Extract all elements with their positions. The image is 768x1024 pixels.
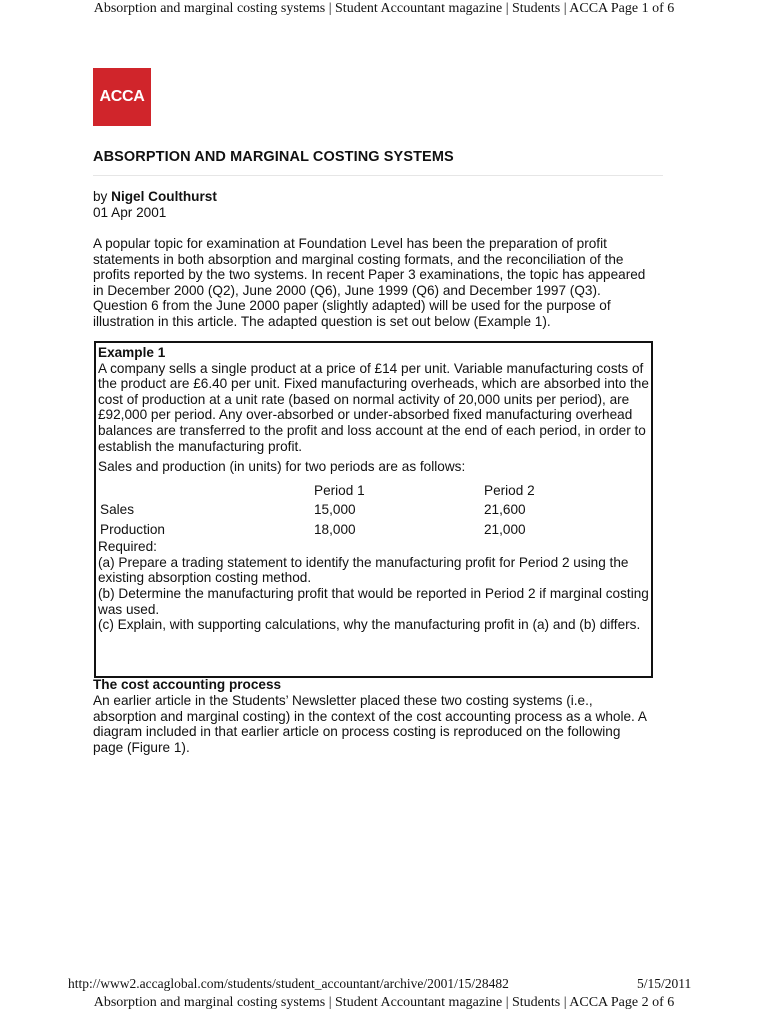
example-heading: Example 1 — [98, 345, 166, 360]
requirement-b: (b) Determine the manufacturing profit that would be reported in Period 2 if marginal costing was used. — [98, 586, 649, 617]
logo-text: ACCA — [99, 88, 145, 105]
required-label: Required: — [98, 539, 157, 555]
table-cell: 21,600 — [484, 502, 526, 518]
next-page-header: Absorption and marginal costing systems | Student Accountant magazine | Students | ACCA Page 2 of 6 — [93, 995, 675, 1010]
table-cell: 18,000 — [314, 521, 356, 537]
table-header-cell: Period 2 — [484, 482, 535, 498]
article-title: ABSORPTION AND MARGINAL COSTING SYSTEMS — [93, 149, 454, 165]
intro-paragraph: A popular topic for examination at Foundation Level has been the preparation of profit statements in both absorption and marginal costing formats, and the reconciliation of the profits reported by the two systems. In recent Paper 3 examinations, the topic has appeared in December 2000 (Q2), June 2000 (Q6), June 1999 (Q6) and December 1997 (Q3). Question 6 from the June 2000 paper (slightly adapted) will be used for the purpose of illustration in this article. The adapted question is set out below (Example 1). — [93, 236, 646, 329]
table-row — [98, 520, 535, 540]
table-cell: Production — [100, 521, 165, 537]
requirement-a: (a) Prepare a trading statement to identify the manufacturing profit for Period 2 using the existing absorption costing method. — [98, 554, 629, 586]
table-cell: 15,000 — [314, 502, 356, 518]
page-header: Absorption and marginal costing systems | Student Accountant magazine | Students | ACCA Page 1 of 6 — [93, 1, 675, 16]
byline — [93, 189, 217, 205]
table-row — [98, 500, 535, 520]
table-cell: Sales — [100, 502, 135, 518]
example-box — [94, 341, 653, 678]
footer-url[interactable]: http://www2.accaglobal.com/students/student_accountant/archive/2001/15/28482 — [68, 976, 509, 991]
acca-logo[interactable] — [93, 68, 151, 126]
table-cell: 21,000 — [484, 521, 526, 537]
requirement-c: (c) Explain, with supporting calculations, why the manufacturing profit in (a) and (b) differs. — [98, 617, 641, 633]
publish-date: 01 Apr 2001 — [93, 205, 167, 220]
section-heading: The cost accounting process — [93, 677, 282, 692]
footer-date: 5/15/2011 — [637, 976, 692, 991]
table-header-cell — [98, 481, 312, 501]
section-paragraph: An earlier article in the Students’ Newsletter placed these two costing systems (i.e., absorption and marginal costing) in the context of the cost accounting process as a whole. A diagram included in that earlier article on process costing is reproduced on the following page (Figure 1). — [93, 693, 647, 755]
units-table — [98, 481, 535, 540]
table-intro: Sales and production (in units) for two periods are as follows: — [98, 459, 466, 475]
table-header-cell: Period 1 — [314, 482, 365, 498]
title-divider — [93, 175, 663, 176]
table-header-row — [98, 481, 535, 501]
example-body: A company sells a single product at a price of £14 per unit. Variable manufacturing costs of the product are £6.40 per unit. Fixed manufacturing overheads, which are absorbed into the cost of production at a unit rate (based on normal activity of 20,000 units per period), are £92,000 per period. Any over-absorbed or under-absorbed fixed manufacturing overhead balances are transferred to the profit and loss account at the end of each period, in order to establish the manufacturing profit. — [98, 360, 649, 454]
byline-prefix: by — [93, 189, 112, 204]
author-name: Nigel Coulthurst — [111, 189, 217, 204]
